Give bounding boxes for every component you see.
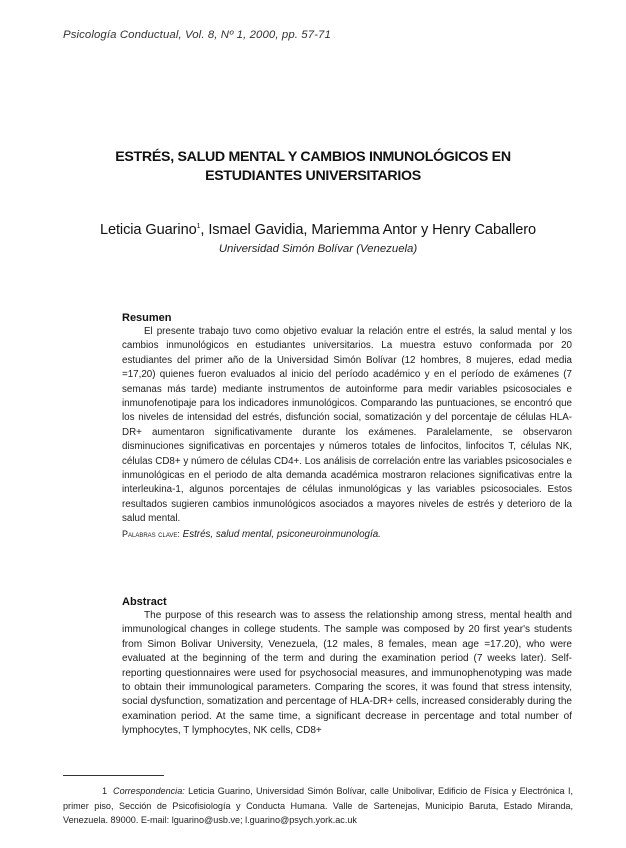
abstract-body	[122, 609, 572, 739]
footnote-divider	[63, 775, 164, 776]
resumen-section	[122, 311, 572, 542]
title-line-1: ESTRÉS, SALUD MENTAL Y CAMBIOS INMUNOLÓGICOS EN	[115, 149, 511, 165]
resumen-body	[122, 325, 572, 527]
affiliation: Universidad Simón Bolívar (Venezuela)	[218, 243, 418, 255]
author-footnote-mark: 1	[196, 223, 201, 230]
keywords-terms: Estrés, salud mental, psiconeuroinmunología.	[182, 528, 381, 540]
keywords-label: Palabras clave:	[122, 528, 180, 539]
other-authors: , Ismael Gavidia, Mariemma Antor y Henry Caballero	[200, 222, 537, 238]
keywords	[122, 527, 572, 542]
journal-citation: Psicología Conductual, Vol. 8, Nº 1, 2000, pp. 57-71	[63, 29, 331, 41]
title-line-2: ESTUDIANTES UNIVERSITARIOS	[205, 167, 421, 184]
footnote	[63, 784, 573, 828]
footnote-text: Leticia Guarino, Universidad Simón Bolívar, calle Unibolivar, Edificio de Física y Electrónica I, primer piso, Sección de Psicofisiología y Conducta Humana. Valle de Sartenejas, Municipio Baruta, Estado Miranda, Venezuela. 89000. E-mail: lguarino@usb.ve; l.guarino@psych.york.ac.uk	[63, 786, 573, 825]
resumen-text: El presente trabajo tuvo como objetivo evaluar la relación entre el estrés, la salud mental y los cambios inmunológicos en estudiantes universitarios. La muestra estuvo conformada por 20 estudiantes del primer año de la Universidad Simón Bolívar (12 hombres, 8 mujeres, edad media =17,20) quienes fueron evaluados al inicio del período académico y en el período de exámenes (7 semanas más tarde) mediante instrumentos de autoinforme para medir variables psicosociales e inmunofenotipaje para los indicadores inmunológicos. Comparando las puntuaciones, se encontró que los niveles de intensidad del estrés, disfunción social, somatización y del porcentaje de células HLA-DR+ aumentaron significativamente durante los exámenes. Paralelamente, se observaron disminuciones significativas en porcentajes y números totales de linfocitos, linfocitos T, células NK, células CD8+ y número de células CD4+. Los análisis de correlación entre las variables psicosociales e inmunológicas en el periodo de alta demanda académica mostraron relaciones significativas entre la interleukina-1, algunos porcentajes de células inmunológicas y las variables psicosociales. Estos resultados sugieren cambios inmunológicos asociados a mayores niveles de estrés y deterioro de la salud mental.	[122, 326, 572, 525]
article-title	[60, 148, 566, 185]
abstract-section	[122, 595, 572, 739]
abstract-text: The purpose of this research was to assess the relationship among stress, mental health and immunological changes in college students. The sample was composed by 20 first year's students from Simon Bolivar University, Venezuela, (12 males, 8 females, mean age =17.20), who were evaluated at the beginning of the term and during the examination period (7 weeks later). Self-reporting questionnaires were used for psychosocial measures, and immunophenotyping was made to obtain their immunological parameters. Comparing the scores, it was found that stress intensity, social dysfunction, somatization and percentage of HLA-DR+ cells, increased considerably during the examination period. At the same time, a significant decrease in percentage and total number of lymphocytes, T lymphocytes, NK cells, CD8+	[122, 610, 572, 737]
footnote-mark: 1	[101, 786, 107, 796]
author-list	[63, 222, 573, 238]
first-author: Leticia Guarino	[99, 222, 197, 238]
footnote-label: Correspondencia:	[113, 786, 185, 796]
abstract-heading: Abstract	[122, 596, 167, 608]
resumen-heading: Resumen	[122, 312, 172, 324]
